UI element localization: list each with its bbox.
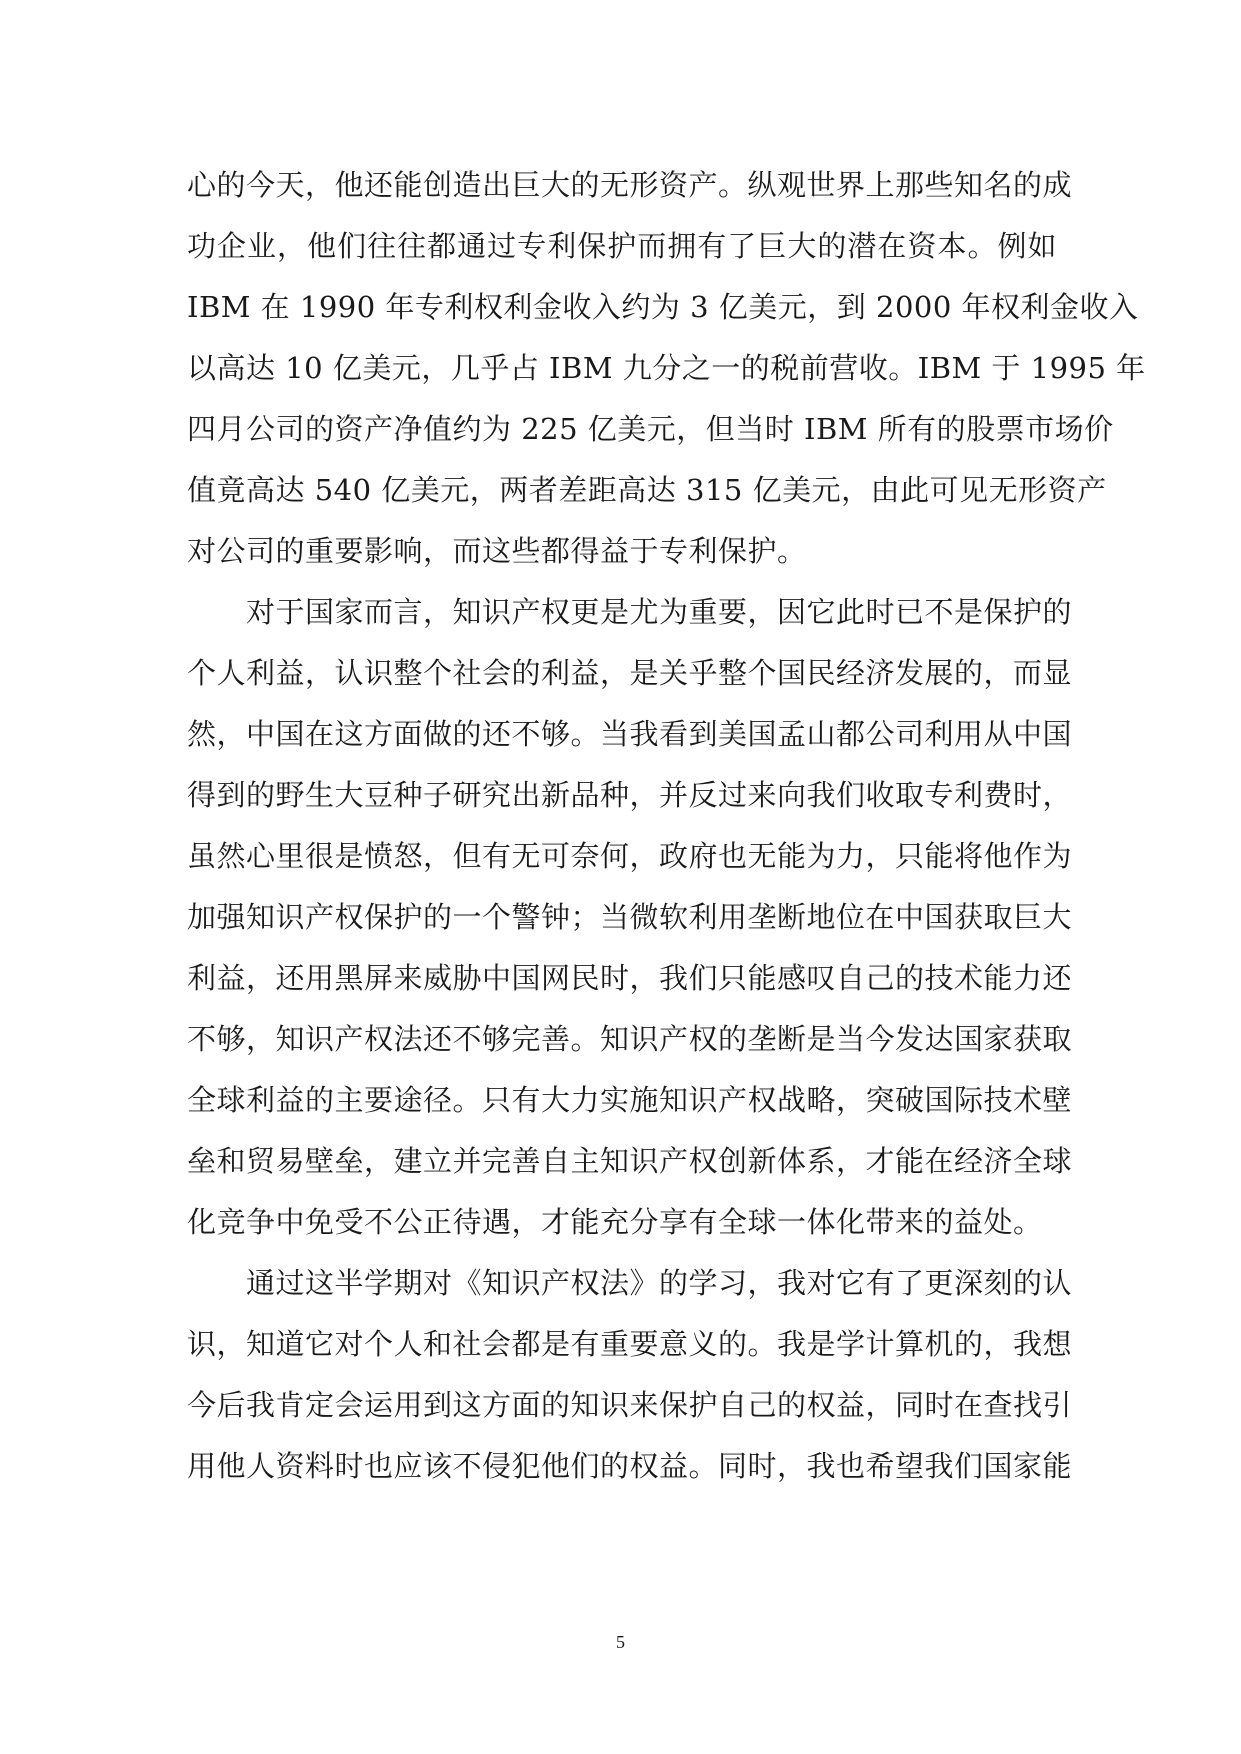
text-line: 对公司的重要影响，而这些都得益于专利保护。 bbox=[187, 534, 807, 568]
text-line: 化竞争中免受不公正待遇，才能充分享有全球一体化带来的益处。 bbox=[187, 1205, 1043, 1239]
text-line: 四月公司的资产净值约为 225 亿美元，但当时 IBM 所有的股票市场价 bbox=[187, 412, 1114, 446]
text-line: 然，中国在这方面做的还不够。当我看到美国孟山都公司利用从中国 bbox=[187, 717, 1073, 751]
text-line: 值竟高达 540 亿美元，两者差距高达 315 亿美元，由此可见无形资产 bbox=[187, 473, 1107, 507]
text-line: 对于国家而言，知识产权更是尤为重要，因它此时已不是保护的 bbox=[187, 595, 1073, 629]
text-line: 垒和贸易壁垒，建立并完善自主知识产权创新体系，才能在经济全球 bbox=[187, 1144, 1073, 1178]
text-line: 通过这半学期对《知识产权法》的学习，我对它有了更深刻的认 bbox=[187, 1266, 1073, 1300]
text-line: IBM 在 1990 年专利权利金收入约为 3 亿美元，到 2000 年权利金收入 bbox=[187, 290, 1139, 324]
text-line: 今后我肯定会运用到这方面的知识来保护自己的权益，同时在查找引 bbox=[187, 1388, 1073, 1422]
text-line: 虽然心里很是愤怒，但有无可奈何，政府也无能为力，只能将他作为 bbox=[187, 839, 1073, 873]
text-line: 用他人资料时也应该不侵犯他们的权益。同时，我也希望我们国家能 bbox=[187, 1449, 1073, 1483]
text-line: 得到的野生大豆种子研究出新品种，并反过来向我们收取专利费时， bbox=[187, 778, 1073, 812]
text-line: 不够，知识产权法还不够完善。知识产权的垄断是当今发达国家获取 bbox=[187, 1022, 1073, 1056]
text-line: 功企业，他们往往都通过专利保护而拥有了巨大的潜在资本。例如 bbox=[187, 229, 1057, 263]
text-line: 加强知识产权保护的一个警钟；当微软利用垄断地位在中国获取巨大 bbox=[187, 900, 1073, 934]
text-line: 利益，还用黑屏来威胁中国网民时，我们只能感叹自己的技术能力还 bbox=[187, 961, 1073, 995]
text-line: 以高达 10 亿美元，几乎占 IBM 九分之一的税前营收。IBM 于 1995 年 bbox=[187, 351, 1146, 385]
body-text bbox=[187, 155, 1146, 1497]
text-line: 个人利益，认识整个社会的利益，是关乎整个国民经济发展的，而显 bbox=[187, 656, 1073, 690]
page-number: 5 bbox=[616, 1632, 625, 1652]
text-line: 全球利益的主要途径。只有大力实施知识产权战略，突破国际技术壁 bbox=[187, 1083, 1073, 1117]
text-line: 心的今天，他还能创造出巨大的无形资产。纵观世界上那些知名的成 bbox=[187, 168, 1073, 202]
text-line: 识，知道它对个人和社会都是有重要意义的。我是学计算机的，我想 bbox=[187, 1327, 1073, 1361]
